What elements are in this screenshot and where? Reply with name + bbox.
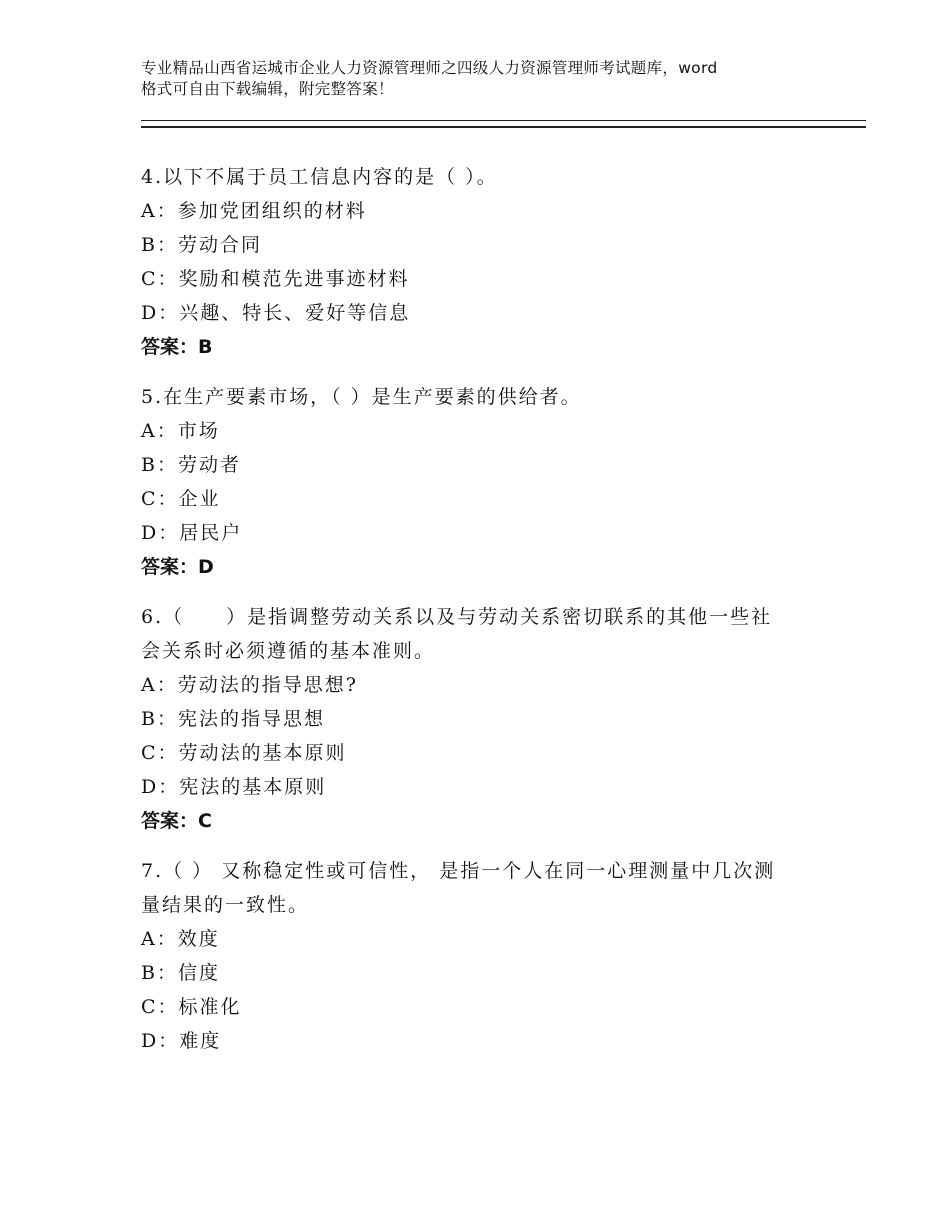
question-5 bbox=[141, 380, 841, 584]
option-b: B：劳动合同 bbox=[141, 234, 262, 256]
option-a: A：劳动法的指导思想? bbox=[141, 674, 358, 696]
option-a: A：效度 bbox=[141, 928, 220, 950]
option-d: D：难度 bbox=[141, 1030, 222, 1052]
answer: 答案：C bbox=[141, 810, 212, 832]
answer: 答案：B bbox=[141, 336, 213, 358]
option-c: C：标准化 bbox=[141, 996, 242, 1018]
option-d: D：宪法的基本原则 bbox=[141, 776, 327, 798]
option-c: C：企业 bbox=[141, 488, 221, 510]
question-stem: 5.在生产要素市场，（ ）是生产要素的供给者。 bbox=[141, 386, 582, 408]
question-stem: 6.（ ）是指调整劳动关系以及与劳动关系密切联系的其他一些社 bbox=[141, 606, 773, 628]
question-7 bbox=[141, 854, 841, 1058]
option-c: C：奖励和模范先进事迹材料 bbox=[141, 268, 410, 290]
option-d: D：兴趣、特长、爱好等信息 bbox=[141, 302, 411, 324]
header-divider bbox=[141, 120, 866, 128]
question-stem: 4.以下不属于员工信息内容的是（ ）。 bbox=[141, 166, 498, 188]
document-header bbox=[141, 58, 841, 100]
question-4 bbox=[141, 160, 841, 364]
option-a: A：市场 bbox=[141, 420, 220, 442]
option-b: B：宪法的指导思想 bbox=[141, 708, 325, 730]
header-line-1: 专业精品山西省运城市企业人力资源管理师之四级人力资源管理师考试题库，word bbox=[141, 59, 718, 77]
question-stem-continued: 量结果的一致性。 bbox=[141, 894, 310, 916]
answer: 答案：D bbox=[141, 556, 214, 578]
option-b: B：信度 bbox=[141, 962, 220, 984]
header-line-2: 格式可自由下载编辑，附完整答案！ bbox=[141, 80, 394, 98]
question-6 bbox=[141, 600, 841, 838]
question-list bbox=[141, 160, 841, 1074]
option-b: B：劳动者 bbox=[141, 454, 241, 476]
question-stem-continued: 会关系时必须遵循的基本准则。 bbox=[141, 640, 436, 662]
option-a: A：参加党团组织的材料 bbox=[141, 200, 367, 222]
option-c: C：劳动法的基本原则 bbox=[141, 742, 347, 764]
question-stem: 7.（ ） 又称稳定性或可信性， 是指一个人在同一心理测量中几次测 bbox=[141, 860, 776, 882]
option-d: D：居民户 bbox=[141, 522, 243, 544]
